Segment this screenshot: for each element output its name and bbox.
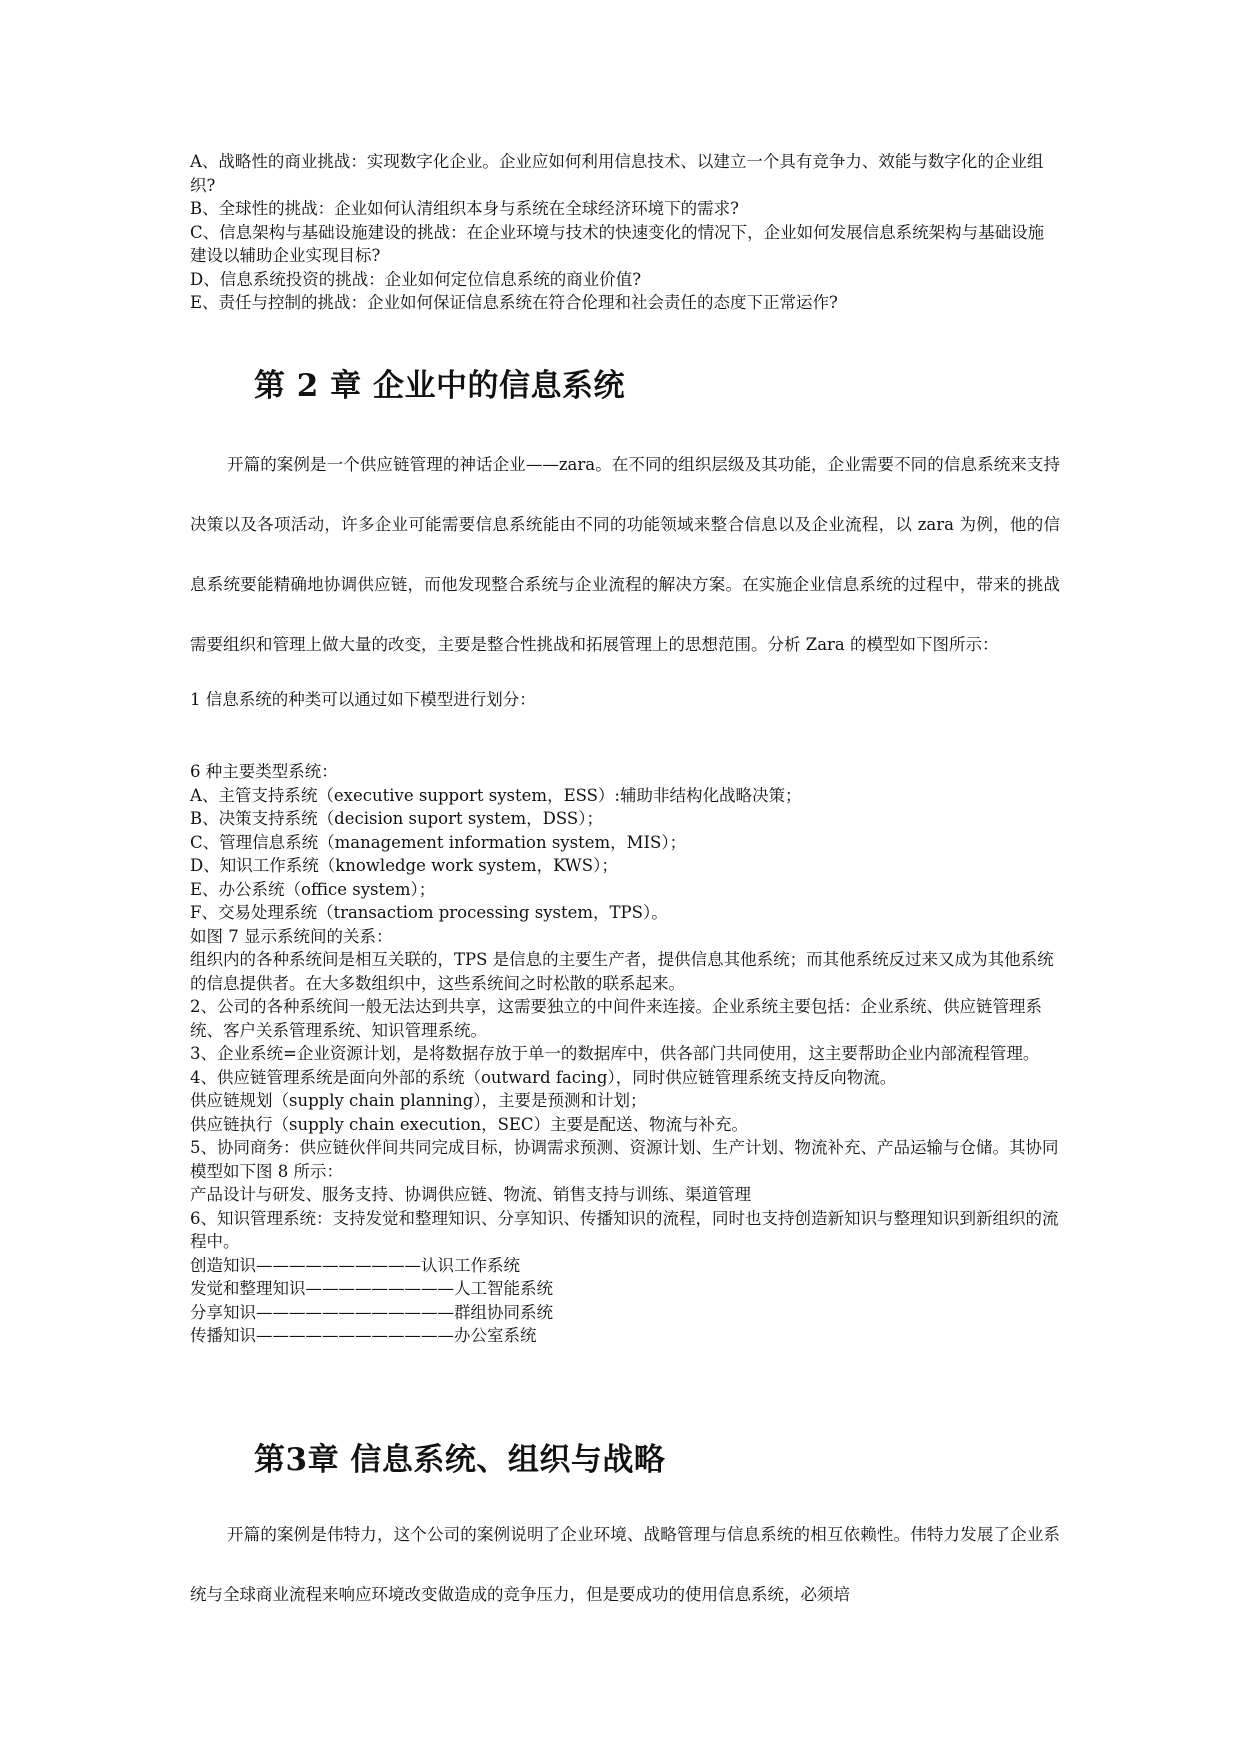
- challenge-item: A、战略性的商业挑战：实现数字化企业。企业应如何利用信息技术、以建立一个具有竞争力、效能与数字化的企业组织?: [190, 152, 1044, 195]
- chapter-2-title: 第 2 章 企业中的信息系统: [254, 368, 625, 404]
- body-line: 供应链规划（supply chain planning），主要是预测和计划；: [190, 1091, 647, 1110]
- challenge-item: C、信息架构与基础设施建设的挑战：在企业环境与技术的快速变化的情况下，企业如何发展信息系统架构与基础设施建设以辅助企业实现目标?: [190, 222, 1045, 265]
- body-line: C、管理信息系统（management information system，MIS）；: [190, 832, 687, 852]
- chapter-2-model-line: 1 信息系统的种类可以通过如下模型进行划分：: [190, 690, 536, 709]
- challenge-item: B、全球性的挑战：企业如何认清组织本身与系统在全球经济环境下的需求?: [190, 199, 739, 218]
- body-line: 2、公司的各种系统间一般无法达到共享，这需要独立的中间件来连接。企业系统主要包括：企业系统、供应链管理系统、客户关系管理系统、知识管理系统。: [190, 997, 1042, 1040]
- body-line: 4、供应链管理系统是面向外部的系统（outward facing），同时供应链管理系统支持反向物流。: [190, 1067, 897, 1087]
- body-line: 分享知识————————————群组协同系统: [190, 1302, 553, 1322]
- chapter-3-intro: 开篇的案例是伟特力，这个公司的案例说明了企业环境、战略管理与信息系统的相互依赖性。伟特力发展了企业系统与全球商业流程来响应环境改变做造成的竞争压力，但是要成功的使用信息系统，必须培: [190, 1525, 1060, 1604]
- body-line: 组织内的各种系统间是相互关联的，TPS 是信息的主要生产者，提供信息其他系统；而其他系统反过来又成为其他系统的信息提供者。在大多数组织中，这些系统间之时松散的联系起来。: [190, 950, 1054, 993]
- body-line: 3、企业系统=企业资源计划，是将数据存放于单一的数据库中，供各部门共同使用，这主要帮助企业内部流程管理。: [190, 1044, 1040, 1063]
- body-line: 6 种主要类型系统：: [190, 762, 338, 781]
- challenge-item: E、责任与控制的挑战：企业如何保证信息系统在符合伦理和社会责任的态度下正常运作?: [190, 293, 838, 312]
- challenge-item: D、信息系统投资的挑战：企业如何定位信息系统的商业价值?: [190, 269, 642, 289]
- body-line: 5、协同商务：供应链伙伴间共同完成目标，协调需求预测、资源计划、生产计划、物流补充、产品运输与仓储。其协同模型如下图 8 所示：: [190, 1138, 1059, 1181]
- body-line: D、知识工作系统（knowledge work system，KWS）；: [190, 856, 618, 875]
- chapter-2-intro: 开篇的案例是一个供应链管理的神话企业——zara。在不同的组织层级及其功能，企业需要不同的信息系统来支持决策以及各项活动，许多企业可能需要信息系统能由不同的功能领域来整合信息以及企业流程，以 zara 为例，他的信息系统要能精确地协调供应链，而他发现整合系统与企业流程的解决方案。在实施企业信息系统的过程中，带来的挑战需要组织和管理上做大量的改变，主要是整合性挑战和拓展管理上的思想范围。分析 Zara 的模型如下图所示：: [190, 455, 1060, 654]
- body-line: B、决策支持系统（decision suport system，DSS）；: [190, 809, 603, 828]
- body-line: 6、知识管理系统：支持发觉和整理知识、分享知识、传播知识的流程，同时也支持创造新知识与整理知识到新组织的流程中。: [190, 1208, 1059, 1251]
- body-line: A、主管支持系统（executive support system，ESS）:辅助非结构化战略决策；: [190, 785, 802, 805]
- body-line: F、交易处理系统（transactiom processing system，TPS）。: [190, 903, 668, 922]
- body-line: 发觉和整理知识—————————人工智能系统: [190, 1279, 553, 1298]
- chapter-3-title: 第3章 信息系统、组织与战略: [254, 1442, 666, 1478]
- body-line: 如图 7 显示系统间的关系：: [190, 926, 393, 946]
- body-line: 创造知识——————————认识工作系统: [190, 1255, 520, 1275]
- body-line: 供应链执行（supply chain execution，SEC）主要是配送、物流与补充。: [190, 1114, 749, 1134]
- body-line: 产品设计与研发、服务支持、协调供应链、物流、销售支持与训练、渠道管理: [190, 1185, 751, 1204]
- body-line: 传播知识————————————办公室系统: [190, 1326, 537, 1345]
- chapter-2-body: [190, 760, 1060, 1348]
- body-line: E、办公系统（office system）；: [190, 879, 436, 899]
- challenges-list: [190, 150, 1060, 315]
